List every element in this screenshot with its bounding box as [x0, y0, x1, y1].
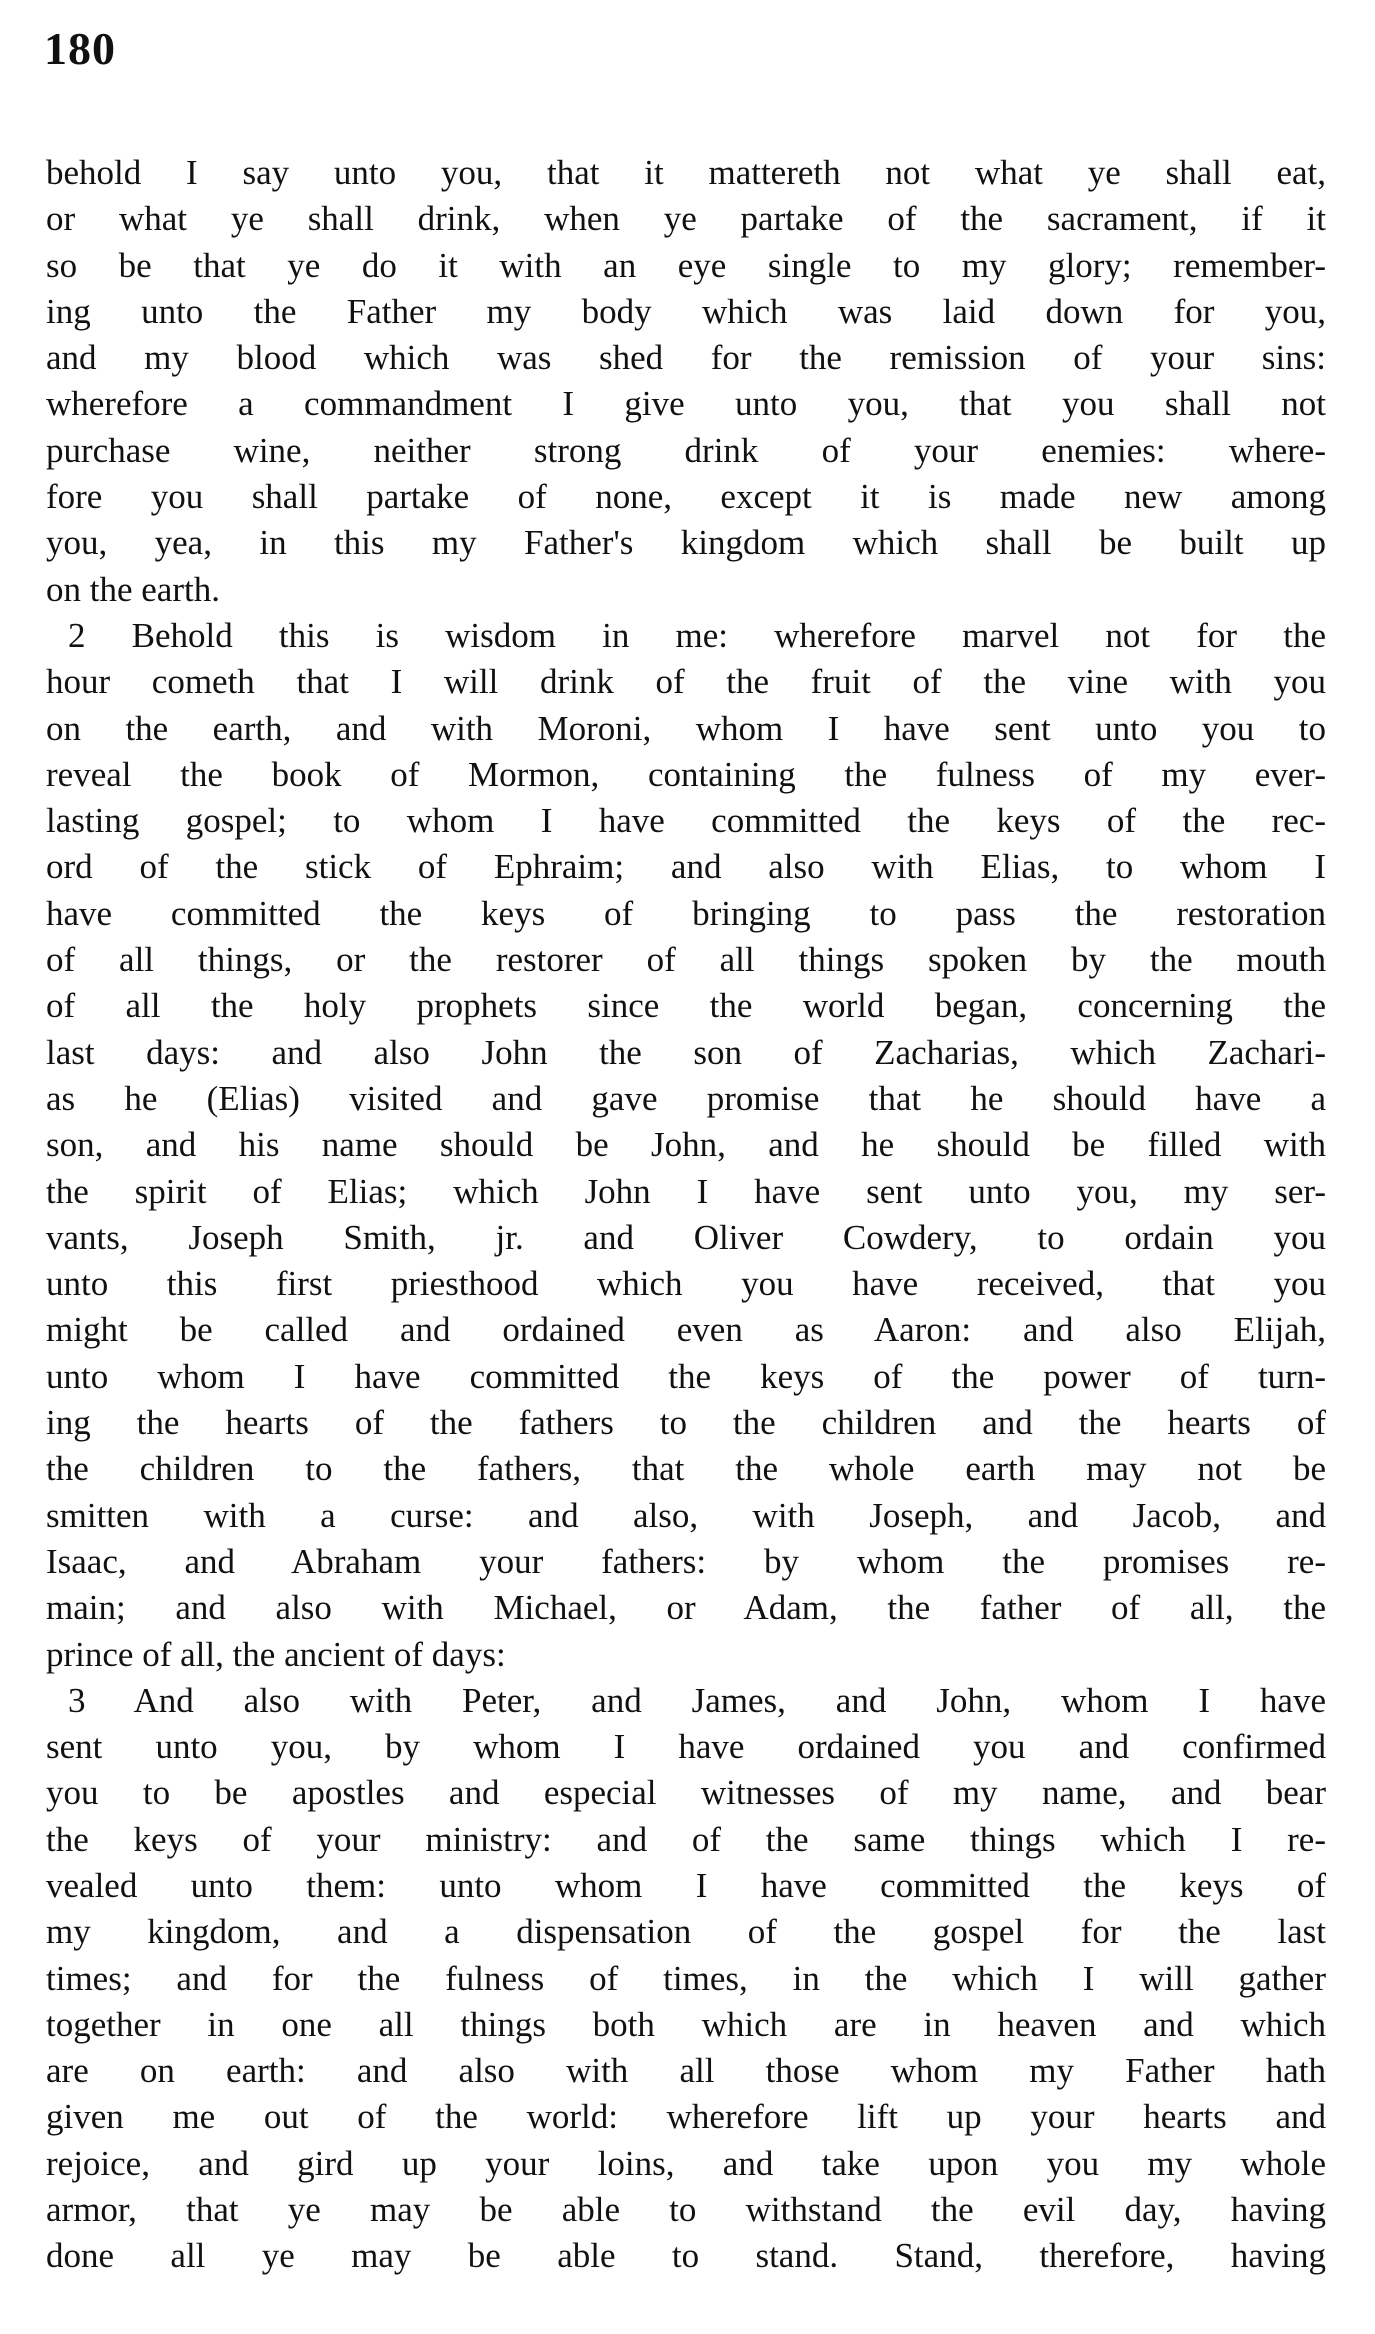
text-line: purchase wine, neither strong drink of your enemies: where- — [46, 430, 1326, 470]
text-line: on the earth, and with Moroni, whom I have sent unto you to — [46, 708, 1326, 748]
page-number: 180 — [44, 23, 116, 74]
text-line: Isaac, and Abraham your fathers: by whom the promises re- — [46, 1541, 1326, 1581]
text-line: ing unto the Father my body which was laid down for you, — [46, 291, 1326, 331]
text-line: son, and his name should be John, and he should be filled with — [46, 1125, 1326, 1165]
text-line: the keys of your ministry: and of the same things which I re- — [46, 1819, 1326, 1859]
text-line: behold I say unto you, that it mattereth not what ye shall eat, — [46, 153, 1326, 192]
text-line: armor, that ye may be able to withstand the evil day, having — [46, 2190, 1326, 2230]
text-line: main; and also with Michael, or Adam, the father of all, the — [46, 1588, 1326, 1628]
text-line: lasting gospel; to whom I have committed the keys of the rec- — [46, 801, 1326, 841]
text-line: unto whom I have committed the keys of the power of turn- — [46, 1356, 1326, 1396]
text-line: reveal the book of Mormon, containing the fulness of my ever- — [46, 754, 1326, 794]
text-line: hour cometh that I will drink of the fruit of the vine with you — [46, 662, 1326, 702]
text-line: wherefore a commandment I give unto you, that you shall not — [46, 384, 1326, 424]
text-line: ord of the stick of Ephraim; and also with Elias, to whom I — [46, 847, 1326, 887]
text-line: have committed the keys of bringing to pass the restoration — [46, 893, 1326, 933]
text-line: fore you shall partake of none, except it is made new among — [46, 477, 1326, 517]
text-line: so be that ye do it with an eye single to my glory; remember- — [46, 245, 1326, 285]
text-line: you to be apostles and especial witnesses of my name, and bear — [46, 1773, 1326, 1813]
text-line: unto this first priesthood which you have received, that you — [46, 1264, 1326, 1304]
text-line: on the earth. — [46, 569, 220, 609]
text-line: are on earth: and also with all those whom my Father hath — [46, 2051, 1326, 2091]
text-line: the children to the fathers, that the whole earth may not be — [46, 1449, 1326, 1489]
text-line: and my blood which was shed for the remission of your sins: — [46, 338, 1326, 378]
text-line: together in one all things both which are in heaven and which — [46, 2004, 1326, 2044]
verse-start-line: 2 Behold this is wisdom in me: wherefore marvel not for the — [68, 615, 1326, 655]
text-line: smitten with a curse: and also, with Joseph, and Jacob, and — [46, 1495, 1326, 1535]
text-line: given me out of the world: wherefore lift up your hearts and — [46, 2097, 1326, 2137]
text-line: of all things, or the restorer of all things spoken by the mouth — [46, 940, 1326, 980]
text-line: vealed unto them: unto whom I have committed the keys of — [46, 1865, 1326, 1905]
text-line: last days: and also John the son of Zacharias, which Zachari- — [46, 1032, 1326, 1072]
text-line: as he (Elias) visited and gave promise that he should have a — [46, 1078, 1326, 1118]
text-line: my kingdom, and a dispensation of the gospel for the last — [46, 1912, 1326, 1952]
text-line: times; and for the fulness of times, in the which I will gather — [46, 1958, 1326, 1998]
text-line: done all ye may be able to stand. Stand, therefore, having — [46, 2236, 1326, 2276]
verse-start-line: 3 And also with Peter, and James, and John, whom I have — [68, 1680, 1326, 1720]
text-line: you, yea, in this my Father's kingdom which shall be built up — [46, 523, 1326, 563]
text-line: ing the hearts of the fathers to the children and the hearts of — [46, 1403, 1326, 1443]
text-line: or what ye shall drink, when ye partake of the sacrament, if it — [46, 199, 1326, 239]
page-body-text — [46, 150, 1326, 2280]
text-line: might be called and ordained even as Aaron: and also Elijah, — [46, 1310, 1326, 1350]
text-line: prince of all, the ancient of days: — [46, 1634, 506, 1674]
text-line: of all the holy prophets since the world began, concerning the — [46, 986, 1326, 1026]
text-line: vants, Joseph Smith, jr. and Oliver Cowdery, to ordain you — [46, 1217, 1326, 1257]
text-line: sent unto you, by whom I have ordained you and confirmed — [46, 1727, 1326, 1767]
text-line: the spirit of Elias; which John I have sent unto you, my ser- — [46, 1171, 1326, 1211]
text-line: rejoice, and gird up your loins, and take upon you my whole — [46, 2143, 1326, 2183]
